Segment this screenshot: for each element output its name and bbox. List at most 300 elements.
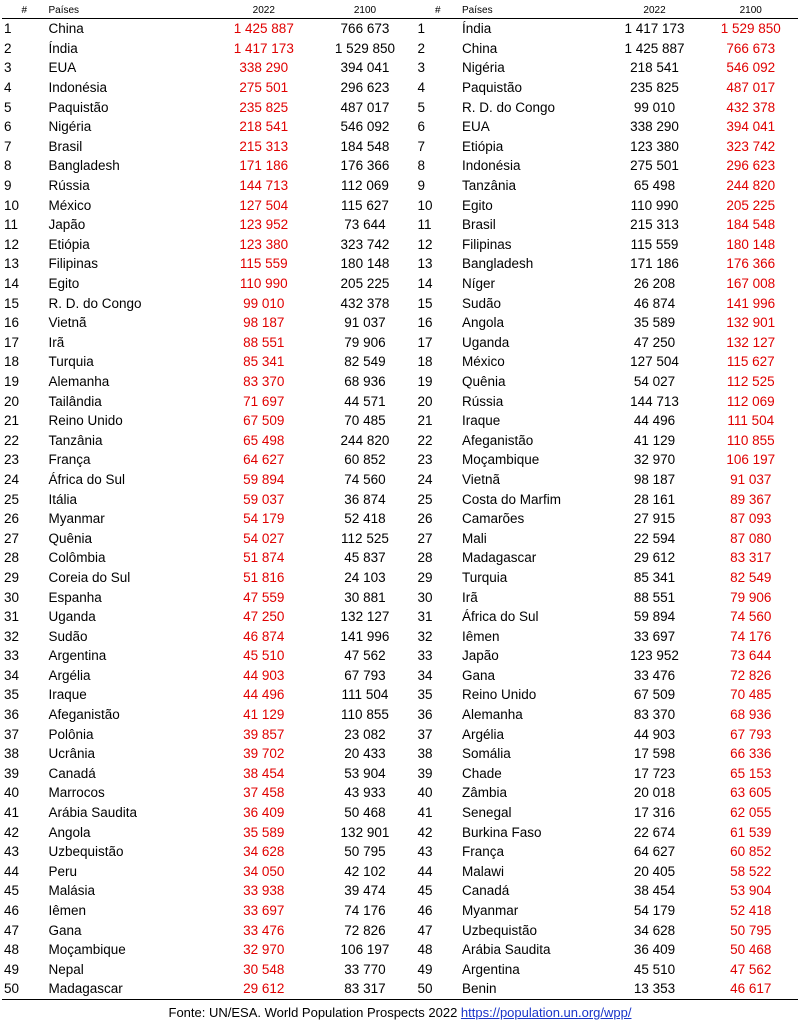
population-2100: 487 017: [726, 80, 776, 96]
population-2100: 33 770: [344, 961, 386, 977]
population-2022: 1 425 887: [624, 40, 685, 56]
table-row: [2, 509, 798, 529]
population-2022: 39 702: [243, 746, 285, 762]
country-2022: EUA: [48, 60, 77, 76]
country-2100: México: [462, 354, 505, 370]
population-2022: 64 627: [633, 844, 676, 860]
population-2022: 235 825: [630, 80, 679, 96]
country-2100: Reino Unido: [462, 687, 537, 703]
population-2100: 74 176: [730, 628, 772, 644]
country-2100: Afeganistão: [462, 432, 534, 448]
population-2022: 34 050: [243, 863, 285, 879]
rank-2100: 17: [417, 334, 433, 350]
population-2100: 111 504: [341, 687, 389, 703]
population-2100: 432 378: [340, 295, 390, 311]
population-2100: 180 148: [340, 256, 390, 272]
rank-2100: 23: [417, 452, 433, 468]
population-2100: 47 562: [730, 961, 772, 977]
population-2100: 394 041: [340, 60, 390, 76]
country-2100: Argélia: [462, 726, 505, 742]
rank-2022: 13: [4, 256, 20, 272]
country-2022: Colômbia: [48, 550, 106, 566]
rank-2100: 2: [417, 40, 426, 56]
country-2022: Turquia: [48, 354, 94, 370]
population-2100: 184 548: [726, 217, 776, 233]
population-2022: 338 290: [630, 119, 679, 135]
population-2100: 110 855: [341, 707, 389, 723]
population-2100: 132 127: [340, 609, 390, 625]
population-2100: 83 317: [314, 979, 415, 999]
rank-2100: 26: [417, 511, 433, 527]
country-2022: Itália: [48, 491, 77, 507]
population-2100: 106 197: [726, 452, 776, 468]
rank-2022: 45: [4, 883, 20, 899]
country-2022: Bangladesh: [48, 158, 120, 174]
population-2022: 67 509: [633, 687, 676, 703]
rank-2022: 36: [4, 707, 20, 723]
population-2100: 74 176: [344, 903, 386, 919]
rank-2022: 3: [4, 60, 12, 76]
country-2100: Irã: [462, 589, 478, 605]
population-2022: 47 250: [243, 609, 285, 625]
population-2100: 53 904: [730, 883, 772, 899]
rank-2022: 31: [4, 609, 20, 625]
population-2100: 176 366: [726, 256, 776, 272]
country-2100: Rússia: [462, 393, 504, 409]
rank-2022: 30: [4, 589, 20, 605]
header-row: [2, 2, 798, 19]
population-2100: 141 996: [340, 628, 390, 644]
rank-2100: 46: [417, 903, 433, 919]
country-2100: Quênia: [462, 373, 506, 389]
country-2100: Filipinas: [462, 236, 512, 252]
header-country-2100: Países: [460, 2, 606, 19]
rank-2100: 41: [417, 805, 433, 821]
country-2022: Canadá: [48, 765, 96, 781]
population-2100: 141 996: [726, 295, 776, 311]
rank-2100: 29: [417, 569, 433, 585]
rank-2022: 32: [4, 628, 20, 644]
table-row: [2, 137, 798, 157]
population-2022: 88 551: [633, 589, 676, 605]
table-row: [2, 979, 798, 999]
population-2100: 50 468: [730, 942, 772, 958]
population-2022: 20 018: [633, 785, 676, 801]
population-2100: 67 793: [344, 667, 386, 683]
population-2100: 487 017: [340, 99, 390, 115]
population-2100: 546 092: [726, 60, 776, 76]
population-2100: 68 936: [730, 707, 772, 723]
population-2022: 65 498: [243, 432, 285, 448]
population-2100: 47 562: [344, 648, 386, 664]
rank-2100: 35: [417, 687, 433, 703]
population-2100: 106 197: [340, 942, 390, 958]
rank-2022: 8: [4, 158, 12, 174]
country-2100: Nigéria: [462, 60, 505, 76]
population-2022: 22 594: [633, 530, 676, 546]
rank-2100: 38: [417, 746, 433, 762]
country-2100: Iêmen: [462, 628, 500, 644]
population-2100: 70 485: [344, 413, 386, 429]
population-2022: 54 027: [633, 373, 676, 389]
population-2022: 47 559: [243, 589, 285, 605]
population-2022: 144 713: [630, 393, 679, 409]
country-2022: Quênia: [48, 530, 93, 546]
table-row: [2, 940, 798, 960]
header-2022-right: 2022: [606, 2, 704, 19]
country-2100: Malawi: [462, 863, 505, 879]
population-2022: 83 370: [243, 373, 285, 389]
country-2100: Sudão: [462, 295, 502, 311]
rank-2100: 50: [416, 979, 460, 999]
population-2022: 34 628: [633, 922, 676, 938]
population-2100: 132 901: [340, 824, 390, 840]
country-2100: EUA: [462, 119, 490, 135]
table-row: [2, 274, 798, 294]
rank-2100: 37: [417, 726, 433, 742]
population-2100: 132 127: [726, 334, 776, 350]
country-2022: Irã: [48, 334, 65, 350]
rank-2100: 39: [417, 765, 433, 781]
rank-2100: 20: [417, 393, 433, 409]
population-2100: 65 153: [730, 765, 772, 781]
population-2100: 82 549: [730, 569, 772, 585]
rank-2022: 29: [4, 569, 20, 585]
table-row: [2, 920, 798, 940]
table-row: [2, 352, 798, 372]
population-2022: 17 316: [633, 805, 676, 821]
country-2022: Argélia: [48, 667, 91, 683]
country-2022: Myanmar: [48, 511, 105, 527]
country-2100: Egito: [462, 197, 493, 213]
rank-2100: 8: [417, 158, 426, 174]
table-row: [2, 587, 798, 607]
population-2100: 244 820: [726, 178, 776, 194]
population-2100: 323 742: [726, 138, 776, 154]
country-2100: Tanzânia: [462, 178, 517, 194]
population-2022: 123 952: [630, 648, 679, 664]
population-2100: 58 522: [730, 863, 772, 879]
country-2100: Costa do Marfim: [462, 491, 562, 507]
population-2022: 29 612: [213, 979, 314, 999]
rank-2022: 12: [4, 236, 20, 252]
table-row: [2, 391, 798, 411]
population-2100: 60 852: [344, 452, 386, 468]
rank-2022: 18: [4, 354, 20, 370]
country-2100: França: [462, 844, 505, 860]
rank-2022: 34: [4, 667, 20, 683]
header-country-2022: Países: [46, 2, 213, 19]
country-2022: Filipinas: [48, 256, 98, 272]
population-2100: 46 617: [703, 979, 798, 999]
population-2022: 67 509: [243, 413, 285, 429]
country-2100: Chade: [462, 765, 502, 781]
population-2022: 36 409: [633, 942, 676, 958]
country-2022: Argentina: [48, 648, 107, 664]
population-2100: 1 529 850: [720, 21, 781, 37]
source-link[interactable]: https://population.un.org/wpp/: [460, 1005, 632, 1020]
population-2100: 43 933: [344, 785, 386, 801]
rank-2100: 40: [417, 785, 433, 801]
rank-2022: 2: [4, 40, 12, 56]
population-2100: 167 008: [726, 276, 776, 292]
population-2100: 67 793: [730, 726, 772, 742]
table-row: [2, 783, 798, 803]
population-2022: 33 697: [633, 628, 676, 644]
rank-2022: 28: [4, 550, 20, 566]
table-row: [2, 333, 798, 353]
table-row: [2, 724, 798, 744]
country-2100: Iraque: [462, 413, 501, 429]
rank-2100: 7: [417, 138, 426, 154]
table-row: [2, 666, 798, 686]
rank-2100: 42: [417, 824, 433, 840]
population-2022: 98 187: [633, 471, 676, 487]
rank-2100: 1: [417, 21, 426, 37]
rank-2100: 11: [417, 217, 432, 233]
country-2022: Paquistão: [48, 99, 109, 115]
population-2100: 82 549: [344, 354, 386, 370]
rank-2100: 21: [417, 413, 433, 429]
population-2022: 71 697: [243, 393, 285, 409]
country-2022: Alemanha: [48, 373, 110, 389]
population-2022: 38 454: [633, 883, 676, 899]
population-2100: 20 433: [344, 746, 386, 762]
population-2022: 45 510: [243, 648, 285, 664]
population-2022: 28 161: [633, 491, 676, 507]
rank-2022: 1: [4, 21, 12, 37]
table-row: [2, 117, 798, 137]
country-2100: Camarões: [462, 511, 525, 527]
country-2022: Etiópia: [48, 236, 90, 252]
country-2100: Uganda: [462, 334, 510, 350]
header-2100-right: 2100: [703, 2, 798, 19]
table-row: [2, 293, 798, 313]
country-2100: Mali: [462, 530, 487, 546]
population-2022: 1 417 173: [624, 21, 685, 37]
rank-2022: 33: [4, 648, 20, 664]
population-2022: 22 674: [633, 824, 676, 840]
population-2022: 338 290: [239, 60, 289, 76]
table-row: [2, 97, 798, 117]
country-2022: Tailândia: [48, 393, 102, 409]
population-2100: 42 102: [344, 863, 386, 879]
country-2022: Iraque: [48, 687, 87, 703]
country-2100: China: [462, 40, 498, 56]
country-2022: Nigéria: [48, 119, 92, 135]
rank-2022: 49: [4, 961, 20, 977]
population-2022: 39 857: [243, 726, 285, 742]
population-2100: 205 225: [726, 197, 776, 213]
header-rank-2100: #: [416, 2, 460, 19]
rank-2022: 19: [4, 373, 20, 389]
rank-2100: 19: [417, 373, 433, 389]
table-row: [2, 822, 798, 842]
table-row: [2, 235, 798, 255]
table-row: [2, 842, 798, 862]
rank-2022: 22: [4, 432, 20, 448]
population-2022: 59 894: [633, 609, 676, 625]
population-2022: 59 894: [243, 471, 285, 487]
rank-2100: 45: [417, 883, 433, 899]
population-2100: 74 560: [730, 609, 772, 625]
table-row: [2, 626, 798, 646]
country-2022: Espanha: [48, 589, 102, 605]
population-2022: 54 027: [243, 530, 285, 546]
population-2100: 50 795: [344, 844, 386, 860]
population-2022: 123 380: [239, 236, 289, 252]
rank-2100: 28: [417, 550, 433, 566]
population-2022: 41 129: [243, 707, 285, 723]
population-2100: 50 795: [730, 922, 772, 938]
population-2022: 144 713: [239, 178, 289, 194]
population-2100: 63 605: [730, 785, 772, 801]
rank-2022: 35: [4, 687, 20, 703]
rank-2022: 15: [4, 295, 20, 311]
country-2022: Angola: [48, 824, 91, 840]
population-2022: 85 341: [243, 354, 285, 370]
population-2100: 62 055: [730, 805, 772, 821]
rank-2022: 43: [4, 844, 20, 860]
population-2100: 24 103: [344, 569, 386, 585]
rank-2022: 11: [4, 217, 19, 233]
rank-2100: 13: [417, 256, 433, 272]
population-2022: 44 496: [243, 687, 285, 703]
population-2100: 52 418: [344, 511, 386, 527]
rank-2022: 25: [4, 491, 20, 507]
rank-2100: 14: [417, 276, 433, 292]
population-2022: 44 496: [633, 413, 676, 429]
table-row: [2, 450, 798, 470]
population-2022: 45 510: [633, 961, 676, 977]
rank-2100: 47: [417, 922, 433, 938]
country-2100: Somália: [462, 746, 511, 762]
country-2022: Afeganistão: [48, 707, 120, 723]
population-2100: 766 673: [340, 21, 390, 37]
table-body: [2, 19, 798, 1000]
country-2100: Indonésia: [462, 158, 521, 174]
population-2022: 115 559: [239, 256, 288, 272]
population-2022: 20 405: [633, 863, 676, 879]
table-row: [2, 568, 798, 588]
population-2022: 171 186: [239, 158, 289, 174]
country-2022: R. D. do Congo: [48, 295, 142, 311]
table-row: [2, 156, 798, 176]
population-2100: 176 366: [340, 158, 390, 174]
rank-2022: 4: [4, 80, 12, 96]
country-2100: Brasil: [462, 217, 496, 233]
source-note: [0, 1005, 800, 1020]
country-2022: Moçambique: [48, 942, 126, 958]
population-2022: 1 417 173: [233, 40, 294, 56]
table-row: [2, 901, 798, 921]
rank-2022: 26: [4, 511, 20, 527]
population-2100: 87 093: [730, 511, 772, 527]
table-row: [2, 39, 798, 59]
country-2100: Alemanha: [462, 707, 523, 723]
population-2100: 73 644: [730, 648, 772, 664]
rank-2022: 14: [4, 276, 20, 292]
population-2100: 53 904: [344, 765, 386, 781]
population-2100: 205 225: [340, 276, 390, 292]
population-2022: 54 179: [243, 511, 285, 527]
population-2100: 50 468: [344, 805, 386, 821]
population-2022: 37 458: [243, 785, 285, 801]
table-row: [2, 430, 798, 450]
population-2022: 85 341: [633, 569, 676, 585]
country-2100: R. D. do Congo: [462, 99, 556, 115]
rank-2100: 34: [417, 667, 433, 683]
rank-2100: 16: [417, 315, 433, 331]
table-row: [2, 176, 798, 196]
population-2100: 73 644: [344, 217, 386, 233]
table-row: [2, 58, 798, 78]
population-2022: 115 559: [630, 236, 679, 252]
table-row: [2, 470, 798, 490]
population-2022: 110 990: [239, 276, 288, 292]
table-row: [2, 862, 798, 882]
country-2100: Zâmbia: [462, 785, 508, 801]
country-2022: Nepal: [48, 961, 84, 977]
rank-2022: 37: [4, 726, 20, 742]
rank-2100: 3: [417, 60, 426, 76]
population-2100: 432 378: [726, 99, 776, 115]
population-2100: 115 627: [341, 197, 389, 213]
header-2022-left: 2022: [213, 2, 314, 19]
population-2100: 394 041: [726, 119, 776, 135]
population-2022: 171 186: [630, 256, 679, 272]
table-row: [2, 195, 798, 215]
population-2100: 112 525: [341, 530, 389, 546]
country-2100: África do Sul: [462, 609, 539, 625]
rank-2100: 18: [417, 354, 433, 370]
population-2022: 30 548: [243, 961, 285, 977]
population-2022: 32 970: [243, 942, 285, 958]
rank-2100: 4: [417, 80, 426, 96]
rank-2100: 49: [417, 961, 433, 977]
rank-2100: 31: [417, 609, 433, 625]
population-2100: 36 874: [344, 491, 386, 507]
table-row: [2, 19, 798, 39]
country-2100: Japão: [462, 648, 499, 664]
population-2022: 33 476: [633, 667, 676, 683]
population-2022: 218 541: [239, 119, 289, 135]
rank-2022: 44: [4, 863, 20, 879]
population-2100: 112 069: [341, 178, 389, 194]
country-2100: Canadá: [462, 883, 510, 899]
rank-2022: 5: [4, 99, 12, 115]
population-2022: 88 551: [243, 334, 285, 350]
rank-2100: 48: [417, 942, 433, 958]
population-2022: 27 915: [633, 511, 676, 527]
country-2022: Madagascar: [46, 979, 213, 999]
country-2100: Arábia Saudita: [462, 942, 551, 958]
population-2100: 44 571: [344, 393, 386, 409]
country-2100: Vietnã: [462, 471, 501, 487]
population-2022: 46 874: [243, 628, 285, 644]
population-2100: 91 037: [344, 315, 386, 331]
population-2022: 123 952: [239, 217, 289, 233]
population-2022: 218 541: [630, 60, 679, 76]
country-2022: França: [48, 452, 91, 468]
country-2100: Myanmar: [462, 903, 519, 919]
rank-2022: 20: [4, 393, 20, 409]
population-2100: 30 881: [344, 589, 386, 605]
header-rank-2022: #: [2, 2, 46, 19]
population-2100: 60 852: [730, 844, 772, 860]
table-row: [2, 881, 798, 901]
rank-2022: 7: [4, 138, 12, 154]
